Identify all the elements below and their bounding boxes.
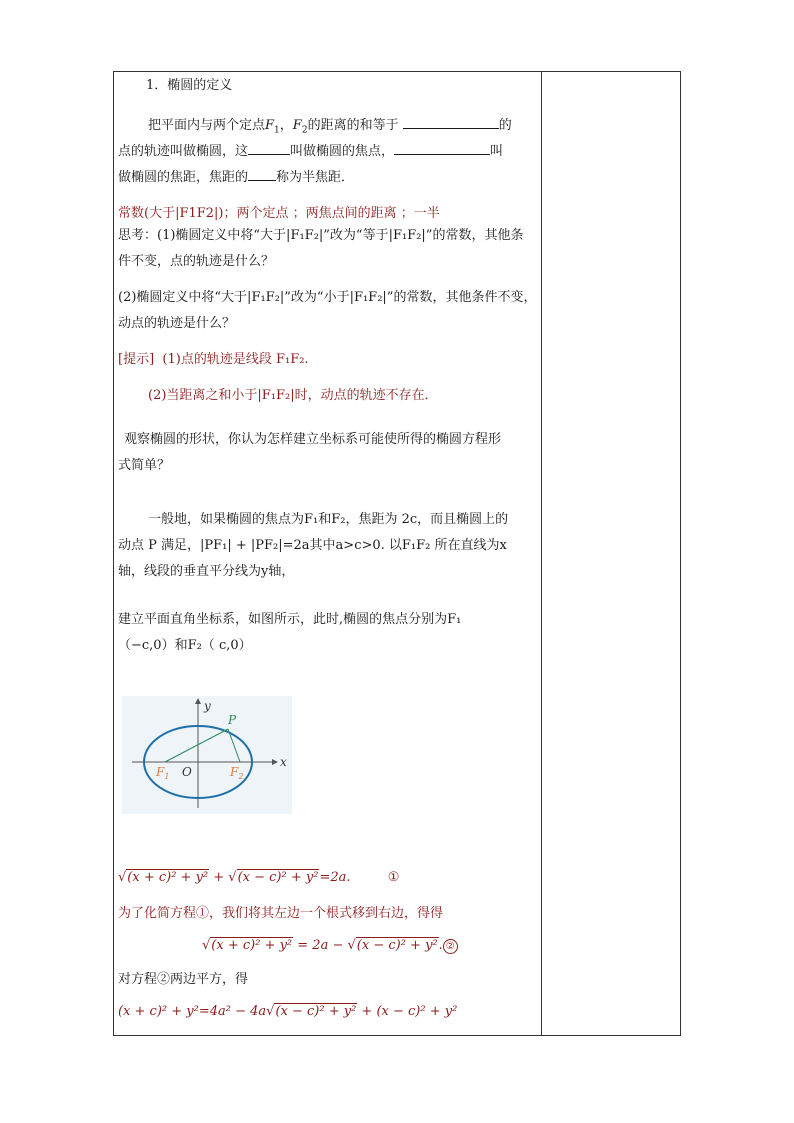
y-axis-arrow (195, 698, 201, 704)
lesson-table (113, 71, 681, 1036)
observe-line-2: 式简单？ (118, 458, 171, 473)
definition-line-3: 做椭圆的焦距，焦距的 称为半焦距． (118, 170, 355, 185)
equation-3: (x + c)² + y²=4a² − 4a√(x − c)² + y² + (x − c)² + y² (118, 1004, 458, 1019)
definition-line-2: 点的轨迹叫做椭圆，这 叫做椭圆的焦点， 叫 (118, 144, 504, 159)
square-text: 对方程②两边平方，得 (118, 972, 249, 987)
side-column (542, 72, 680, 1035)
main-column (114, 72, 541, 1035)
fill-blank (394, 142, 490, 155)
think-q2-line1: (2)椭圆定义中将“大于|F₁F₂|”改为“小于|F₁F₂|”的常数，其他条件不变， (118, 290, 537, 305)
fill-blank (403, 116, 499, 129)
hint-line-1: [提示] (1)点的轨迹是线段 F₁F₂. (118, 352, 309, 367)
general-line-1: 一般地，如果椭圆的焦点为F₁和F₂，焦距为 2c，而且椭圆上的 (148, 512, 509, 527)
think-q2-line2: 动点的轨迹是什么？ (118, 316, 236, 331)
ellipse-diagram (122, 696, 292, 814)
observe-line-1: 观察椭圆的形状，你认为怎样建立坐标系可能使所得的椭圆方程形 (124, 432, 502, 447)
section-title: 1．椭圆的定义 (146, 78, 233, 93)
equation-1: √(x + c)² + y² + √(x − c)² + y²=2a. ① (118, 870, 400, 885)
answer-line: 常数(大于|F1F2|)；两个定点 ；两焦点间的距离 ；一半 (118, 206, 440, 221)
simplify-text: 为了化简方程①，我们将其左边一个根式移到右边，得得 (118, 906, 444, 921)
think-q1-line2: 件不变，点的轨迹是什么？ (118, 254, 275, 269)
segment-pf2 (228, 729, 240, 762)
equation-2: √(x + c)² + y² = 2a − √(x − c)² + y². ② (202, 938, 458, 954)
hint-line-2: (2)当距离之和小于|F₁F₂|时，动点的轨迹不存在． (148, 388, 438, 403)
fill-blank (248, 142, 290, 155)
x-axis-arrow (272, 759, 278, 765)
general-line-2: 动点 P 满足，|PF₁| + |PF₂|=2a其中a>c>0. 以F₁F₂ 所在直线为x (118, 538, 507, 553)
fill-blank (248, 168, 276, 181)
definition-line-1: 把平面内与两个定点$F_1$，$F_2$的距离的和等于 的 (148, 118, 512, 136)
ellipse-figure (122, 696, 292, 814)
origin-label: O (182, 765, 192, 779)
segment-pf1 (165, 729, 228, 762)
coord-line-1: 建立平面直角坐标系，如图所示，此时,椭圆的焦点分别为F₁ (118, 612, 462, 627)
p-label: P (228, 713, 237, 727)
think-q1-line1: 思考：(1)椭圆定义中将“大于|F₁F₂|”改为“等于|F₁F₂|”的常数，其他条 (118, 228, 524, 243)
f2-label: $F_2$ (230, 765, 244, 781)
general-line-3: 轴，线段的垂直平分线为y轴， (118, 564, 295, 579)
x-label: x (280, 755, 287, 769)
y-label: y (204, 699, 211, 713)
f1-label: $F_1$ (156, 765, 170, 781)
coord-line-2: （−c,0）和F₂（ c,0） (118, 638, 252, 653)
